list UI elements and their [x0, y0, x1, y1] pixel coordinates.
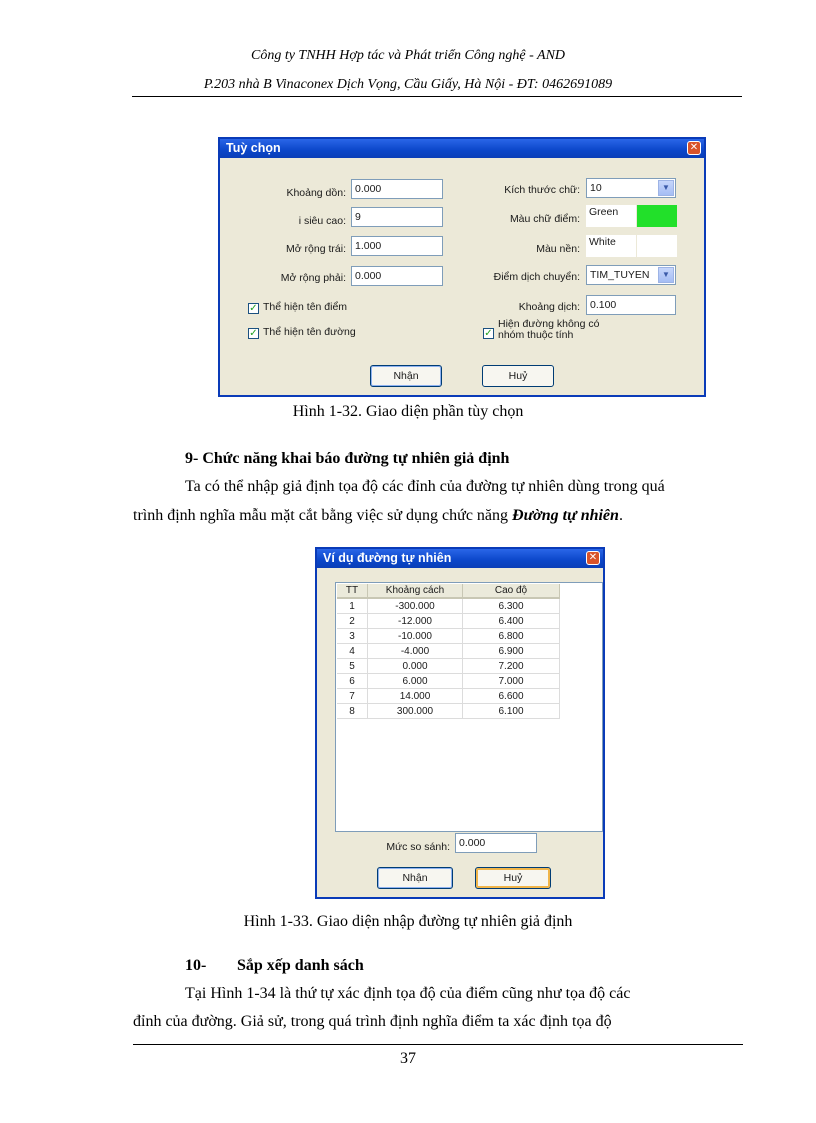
shift-point-combo[interactable] [586, 265, 676, 285]
figure-caption-1-32: Hình 1-32. Giao diện phần tùy chọn [292, 403, 524, 420]
table-row[interactable] [337, 674, 560, 689]
column-header-elevation[interactable]: Cao độ [463, 584, 560, 598]
cell-tt: 3 [337, 629, 368, 644]
table-row[interactable] [337, 689, 560, 704]
section-10-line2: đỉnh của đường. Giả sử, trong quá trình định nghĩa điểm ta xác định tọa độ [133, 1013, 612, 1030]
table-row[interactable] [337, 614, 560, 629]
cell-distance: -300.000 [368, 598, 463, 614]
cell-tt: 1 [337, 598, 368, 614]
options-dialog [218, 137, 706, 397]
ok-button[interactable]: Nhận [377, 867, 453, 889]
shift-point-value: TIM_TUYEN [590, 269, 650, 281]
show-no-group-label [498, 319, 599, 341]
cell-distance: 14.000 [368, 689, 463, 704]
section-9-line2-text: trình định nghĩa mẫu mặt cắt bằng việc sử dụng chức năng [133, 507, 513, 524]
header-divider [132, 96, 742, 97]
table-row[interactable] [337, 629, 560, 644]
header-address: P.203 nhà B Vinaconex Dịch Vọng, Cầu Giấy, Hà Nội - ĐT: 0462691089 [203, 77, 613, 92]
cell-tt: 4 [337, 644, 368, 659]
cell-elevation: 7.200 [463, 659, 560, 674]
cell-elevation: 6.900 [463, 644, 560, 659]
shift-distance-label: Khoảng dịch: [518, 301, 580, 313]
show-no-group-checkbox[interactable]: ✓ [484, 328, 493, 339]
point-color-label: Màu chữ điểm: [509, 213, 580, 225]
column-header-tt[interactable]: TT [337, 584, 368, 598]
section-9-line2-end: . [618, 507, 623, 524]
show-line-name-label: Thể hiện tên đường [263, 326, 356, 338]
ok-button[interactable]: Nhận [370, 365, 442, 387]
widen-right-label: Mở rộng phải: [280, 272, 346, 284]
cell-distance: -4.000 [368, 644, 463, 659]
section-10-title: Sắp xếp danh sách [237, 957, 364, 974]
spacing-label: Khoảng dồn: [286, 187, 346, 199]
bg-color-name: White [586, 235, 636, 257]
cell-distance: 300.000 [368, 704, 463, 719]
options-titlebar [220, 139, 704, 158]
font-size-combo[interactable] [586, 178, 676, 198]
widen-left-input[interactable]: 1.000 [351, 236, 443, 256]
footer-divider [133, 1044, 743, 1045]
cell-elevation: 6.400 [463, 614, 560, 629]
cancel-button[interactable]: Huỷ [475, 867, 551, 889]
options-title: Tuỳ chọn [226, 141, 281, 155]
cell-tt: 8 [337, 704, 368, 719]
bg-color-swatch[interactable] [637, 235, 677, 257]
close-icon[interactable]: ✕ [586, 551, 600, 565]
chevron-down-icon[interactable]: ▼ [658, 267, 674, 283]
superelevation-input[interactable]: 9 [351, 207, 443, 227]
natural-line-title: Ví dụ đường tự nhiên [323, 551, 452, 565]
chevron-down-icon[interactable]: ▼ [658, 180, 674, 196]
cell-tt: 7 [337, 689, 368, 704]
cell-distance: -10.000 [368, 629, 463, 644]
bg-color-label: Màu nền: [536, 243, 580, 255]
table-row[interactable] [337, 704, 560, 719]
section-9-line1: Ta có thể nhập giả định tọa độ các đỉnh của đường tự nhiên dùng trong quá [185, 478, 665, 495]
show-no-group-label-line2: nhóm thuộc tính [498, 329, 574, 341]
header-company: Công ty TNHH Hợp tác và Phát triển Công nghệ - AND [250, 48, 566, 63]
cancel-button[interactable]: Huỷ [482, 365, 554, 387]
section-9-line2 [133, 502, 623, 530]
show-line-name-checkbox[interactable]: ✓ [249, 328, 258, 339]
point-color-swatch[interactable] [637, 205, 677, 227]
natural-line-titlebar [317, 549, 603, 568]
cell-elevation: 6.600 [463, 689, 560, 704]
cell-tt: 5 [337, 659, 368, 674]
compare-level-label: Mức so sánh: [386, 841, 450, 853]
close-icon[interactable]: ✕ [687, 141, 701, 155]
cell-tt: 2 [337, 614, 368, 629]
widen-right-input[interactable]: 0.000 [351, 266, 443, 286]
column-header-distance[interactable]: Khoảng cách [368, 584, 463, 598]
table-row[interactable] [337, 644, 560, 659]
font-size-value: 10 [590, 182, 602, 194]
cell-elevation: 6.300 [463, 598, 560, 614]
cell-tt: 6 [337, 674, 368, 689]
spacing-input[interactable]: 0.000 [351, 179, 443, 199]
widen-left-label: Mở rộng trái: [286, 243, 346, 255]
section-9-heading: 9- Chức năng khai báo đường tự nhiên giả định [185, 450, 510, 467]
section-10-number: 10- [185, 957, 207, 974]
show-point-name-checkbox[interactable]: ✓ [249, 303, 258, 314]
section-10-line1: Tại Hình 1-34 là thứ tự xác định tọa độ của điểm cũng như tọa độ các [185, 985, 631, 1002]
table-row[interactable] [337, 598, 560, 614]
cell-elevation: 6.100 [463, 704, 560, 719]
superelevation-label: i siêu cao: [298, 215, 346, 227]
point-color-name: Green [586, 205, 636, 227]
font-size-label: Kích thước chữ: [504, 184, 580, 196]
page-number: 37 [400, 1050, 416, 1067]
cell-distance: 6.000 [368, 674, 463, 689]
cell-elevation: 7.000 [463, 674, 560, 689]
show-point-name-label: Thể hiện tên điểm [263, 301, 348, 313]
show-no-group-label-line1: Hiện đường không có [498, 318, 600, 330]
cell-distance: -12.000 [368, 614, 463, 629]
figure-caption-1-33: Hình 1-33. Giao diện nhập đường tự nhiên giả định [243, 913, 573, 930]
table-header-row [337, 584, 560, 598]
shift-point-label: Điểm dịch chuyển: [493, 271, 580, 283]
compare-level-input[interactable]: 0.000 [455, 833, 537, 853]
natural-line-dialog [315, 547, 605, 899]
natural-line-table[interactable] [335, 582, 603, 832]
cell-distance: 0.000 [368, 659, 463, 674]
shift-distance-input[interactable]: 0.100 [586, 295, 676, 315]
cell-elevation: 6.800 [463, 629, 560, 644]
natural-line-function-name: Đường tự nhiên [512, 507, 619, 524]
table-row[interactable] [337, 659, 560, 674]
